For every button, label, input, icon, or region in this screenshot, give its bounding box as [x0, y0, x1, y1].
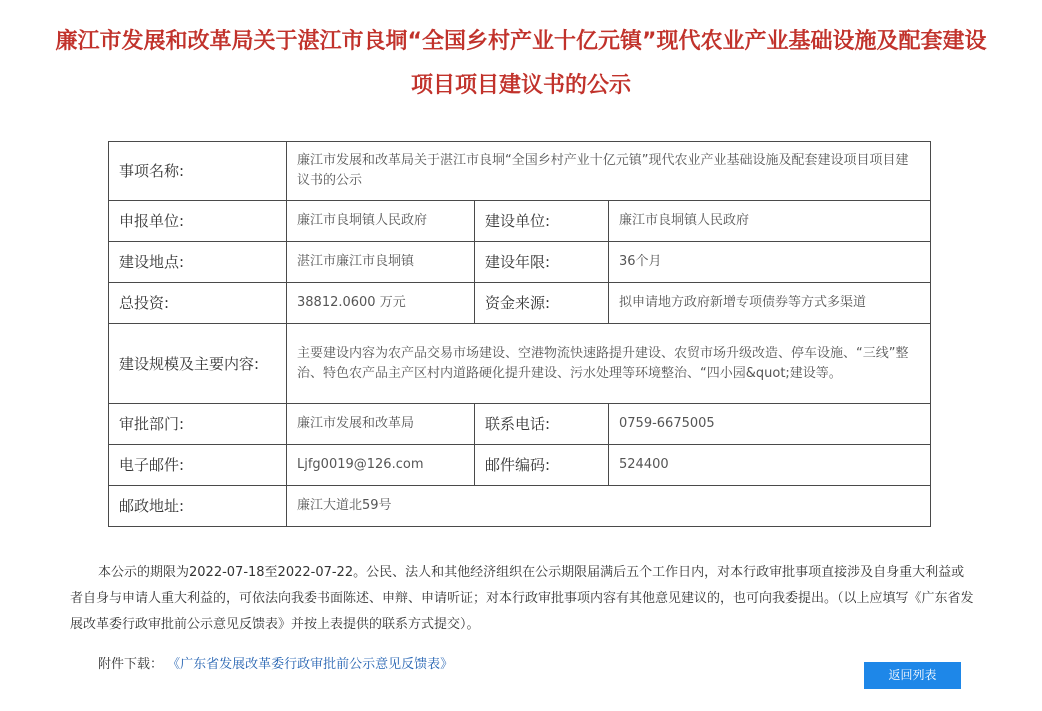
item-name-value: 廉江市发展和改革局关于湛江市良垌“全国乡村产业十亿元镇”现代农业产业基础设施及配套建设项目项目建议书的公示 [287, 142, 931, 201]
builder-value: 廉江市良垌镇人民政府 [609, 201, 931, 242]
table-row-investment [109, 283, 931, 324]
attachment-link[interactable]: 《广东省发展改革委行政审批前公示意见反馈表》 [167, 657, 454, 672]
postcode-value: 524400 [609, 445, 931, 486]
info-table [108, 141, 931, 527]
table-row-item-name [109, 142, 931, 201]
funding-label: 资金来源: [475, 283, 609, 324]
item-name-label: 事项名称: [109, 142, 287, 201]
funding-value: 拟申请地方政府新增专项债券等方式多渠道 [609, 283, 931, 324]
location-value: 湛江市廉江市良垌镇 [287, 242, 475, 283]
department-value: 廉江市发展和改革局 [287, 404, 475, 445]
email-label: 电子邮件: [109, 445, 287, 486]
attachment-label: 附件下载： [98, 657, 164, 672]
department-label: 审批部门: [109, 404, 287, 445]
table-row-scope [109, 324, 931, 404]
table-row-applicant [109, 201, 931, 242]
phone-value: 0759-6675005 [609, 404, 931, 445]
title-line-2: 项目项目建议书的公示 [410, 73, 631, 98]
table-row-address [109, 486, 931, 527]
postcode-label: 邮件编码: [475, 445, 609, 486]
investment-label: 总投资: [109, 283, 287, 324]
applicant-value: 廉江市良垌镇人民政府 [287, 201, 475, 242]
table-row-department [109, 404, 931, 445]
table-row-email [109, 445, 931, 486]
phone-label: 联系电话: [475, 404, 609, 445]
scope-label: 建设规模及主要内容: [109, 324, 287, 404]
period-value: 36个月 [609, 242, 931, 283]
email-value: Ljfg0019@126.com [287, 445, 475, 486]
period-label: 建设年限: [475, 242, 609, 283]
address-label: 邮政地址: [109, 486, 287, 527]
location-label: 建设地点: [109, 242, 287, 283]
notice-paragraph: 本公示的期限为2022-07-18至2022-07-22。公民、法人和其他经济组织在公示期限届满后五个工作日内，对本行政审批事项直接涉及自身重大利益或者自身与申请人重大利益的，可依法向我委书面陈述、申辩、申请听证；对本行政审批事项内容有其他意见建议的，也可向我委提出。（以上应填写《广东省发展改革委行政审批前公示意见反馈表》并按上表提供的联系方式提交）。 [70, 565, 974, 632]
title-line-1: 廉江市发展和改革局关于湛江市良垌“全国乡村产业十亿元镇”现代农业产业基础设施及配套建设 [55, 29, 987, 54]
page-title [0, 20, 1042, 108]
investment-value: 38812.0600 万元 [287, 283, 475, 324]
scope-value: 主要建设内容为农产品交易市场建设、空港物流快速路提升建设、农贸市场升级改造、停车设施、“三线”整治、特色农产品主产区村内道路硬化提升建设、污水处理等环境整治、“四小园&quot;建设等。 [287, 324, 931, 404]
table-row-location [109, 242, 931, 283]
applicant-label: 申报单位: [109, 201, 287, 242]
builder-label: 建设单位: [475, 201, 609, 242]
attachment-row [98, 655, 453, 675]
back-to-list-button[interactable]: 返回列表 [864, 662, 961, 689]
address-value: 廉江大道北59号 [287, 486, 931, 527]
